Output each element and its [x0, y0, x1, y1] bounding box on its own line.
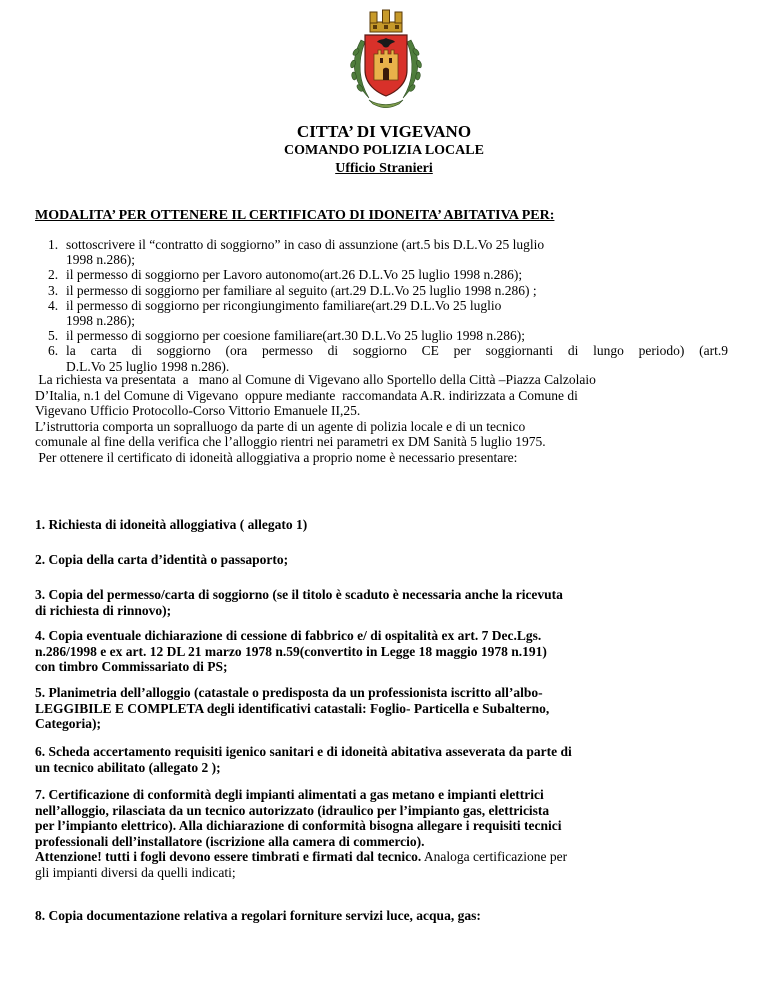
requirement-item [35, 787, 735, 881]
requirement-line: 4. Copia eventuale dichiarazione di cessione di fabbrico e/ di ospitalità ex art. 7 Dec.Lgs. [35, 628, 542, 643]
list-item-number: 5. [48, 328, 59, 344]
list-item [48, 267, 728, 282]
list-item-line: 1998 n.286); [66, 252, 135, 268]
list-item-line: il permesso di soggiorno per Lavoro autonomo(art.26 D.L.Vo 25 luglio 1998 n.286); [66, 267, 523, 283]
list-item [48, 283, 728, 298]
requirement-line: 7. Certificazione di conformità degli impianti alimentati a gas metano e impianti elettrici [35, 787, 544, 802]
requirement-line: n.286/1998 e ex art. 12 DL 21 marzo 1978 n.59(convertito in Legge 18 maggio 1978 n.191) [35, 643, 547, 659]
requirement-line: 3. Copia del permesso/carta di soggiorno (se il titolo è scaduto è necessaria anche la ricevuta [35, 587, 563, 602]
paragraph-line: L’istruttoria comporta un sopralluogo da parte di un agente di polizia locale e di un tecnico [35, 418, 526, 434]
list-item-line: il permesso di soggiorno per ricongiungimento familiare(art.29 D.L.Vo 25 luglio [66, 297, 502, 313]
requirement-item [35, 685, 735, 732]
list-item-number: 1. [48, 237, 59, 252]
requirement-line: gli impianti diversi da quelli indicati; [35, 864, 236, 880]
requirement-line: un tecnico abilitato (allegato 2 ); [35, 759, 221, 775]
requirement-line: 8. Copia documentazione relativa a regolari forniture servizi luce, acqua, gas: [35, 908, 481, 923]
requirement-line: con timbro Commissariato di PS; [35, 659, 228, 675]
list-item-line: 1998 n.286); [66, 313, 135, 329]
list-item-line: sottoscrivere il “contratto di soggiorno” in caso di assunzione (art.5 bis D.L.Vo 25 luglio [66, 237, 545, 252]
requirement-item [35, 628, 735, 675]
paragraph-line: Per ottenere il certificato di idoneità alloggiativa a proprio nome è necessario presentare: [35, 449, 518, 465]
intro-paragraph [35, 372, 735, 466]
requirement-item [35, 517, 735, 533]
list-item-number: 6. [48, 343, 59, 359]
office-name: Ufficio Stranieri [335, 161, 433, 176]
paragraph-line: Vigevano Ufficio Protocollo-Corso Vittorio Emanuele II,25. [35, 403, 361, 419]
shield-icon [365, 35, 407, 96]
warning-text: Attenzione! tutti i fogli devono essere timbrati e firmati dal tecnico. [35, 849, 422, 865]
document-title: MODALITA’ PER OTTENERE IL CERTIFICATO DI IDONEITA’ ABITATIVA PER: [35, 208, 555, 223]
list-item-line: D.L.Vo 25 luglio 1998 n.286). [66, 358, 230, 374]
paragraph-line: comunale al fine della verifica che l’alloggio rientri nei parametri ex DM Sanità 5 luglio 1975. [35, 434, 546, 450]
crown-icon [370, 10, 402, 32]
requirement-item [35, 744, 735, 775]
list-item [48, 237, 728, 267]
requirement-line: LEGGIBILE E COMPLETA degli identificativi catastali: Foglio- Particella e Subalterno, [35, 700, 550, 716]
requirement-line: nell’alloggio, rilasciata da un tecnico autorizzato (idraulico per l’impianto gas, elettricista [35, 802, 550, 818]
paragraph-line: La richiesta va presentata a mano al Comune di Vigevano allo Sportello della Città –Piazza Calzolaio [35, 372, 596, 387]
command-name: COMANDO POLIZIA LOCALE [284, 143, 484, 158]
list-item-line: la carta di soggiorno (ora permesso di soggiorno CE per soggiornanti di lungo periodo) (art.9 [66, 343, 728, 359]
requirement-line: per l’impianto elettrico). Alla dichiarazione di conformità bisogna allegare i requisiti tecnici [35, 818, 562, 834]
requirement-line: 2. Copia della carta d’identità o passaporto; [35, 552, 289, 567]
list-item-line: il permesso di soggiorno per coesione familiare(art.30 D.L.Vo 25 luglio 1998 n.286); [66, 328, 526, 344]
requirement-line: di richiesta di rinnovo); [35, 602, 172, 618]
purpose-list [48, 237, 728, 374]
requirement-line: Categoria); [35, 716, 101, 732]
list-item-number: 3. [48, 282, 59, 298]
list-item-number: 2. [48, 267, 59, 283]
requirement-item [35, 552, 735, 568]
city-name: CITTA’ DI VIGEVANO [296, 122, 472, 141]
requirement-line: professionali dell’installatore (iscrizione alla camera di commercio). [35, 833, 425, 849]
requirement-item [35, 908, 735, 924]
requirement-note: Analoga certificazione per [421, 849, 568, 865]
requirement-line: 1. Richiesta di idoneità alloggiativa ( allegato 1) [35, 517, 308, 532]
requirement-item [35, 587, 735, 618]
paragraph-line: D’Italia, n.1 del Comune di Vigevano oppure mediante raccomandata A.R. indirizzata a Comune di [35, 387, 578, 403]
requirement-line [35, 849, 735, 865]
list-item [48, 328, 728, 343]
requirement-line: 5. Planimetria dell’alloggio (catastale o predisposta da un professionista iscritto all’albo- [35, 685, 543, 700]
list-item [48, 298, 728, 328]
coat-of-arms-icon [339, 8, 433, 112]
list-item-line: il permesso di soggiorno per familiare al seguito (art.29 D.L.Vo 25 luglio 1998 n.286) ; [66, 282, 537, 298]
list-item-number: 4. [48, 297, 59, 313]
list-item [48, 343, 728, 373]
requirement-line: 6. Scheda accertamento requisiti igenico sanitari e di idoneità abitativa asseverata da parte di [35, 744, 572, 759]
